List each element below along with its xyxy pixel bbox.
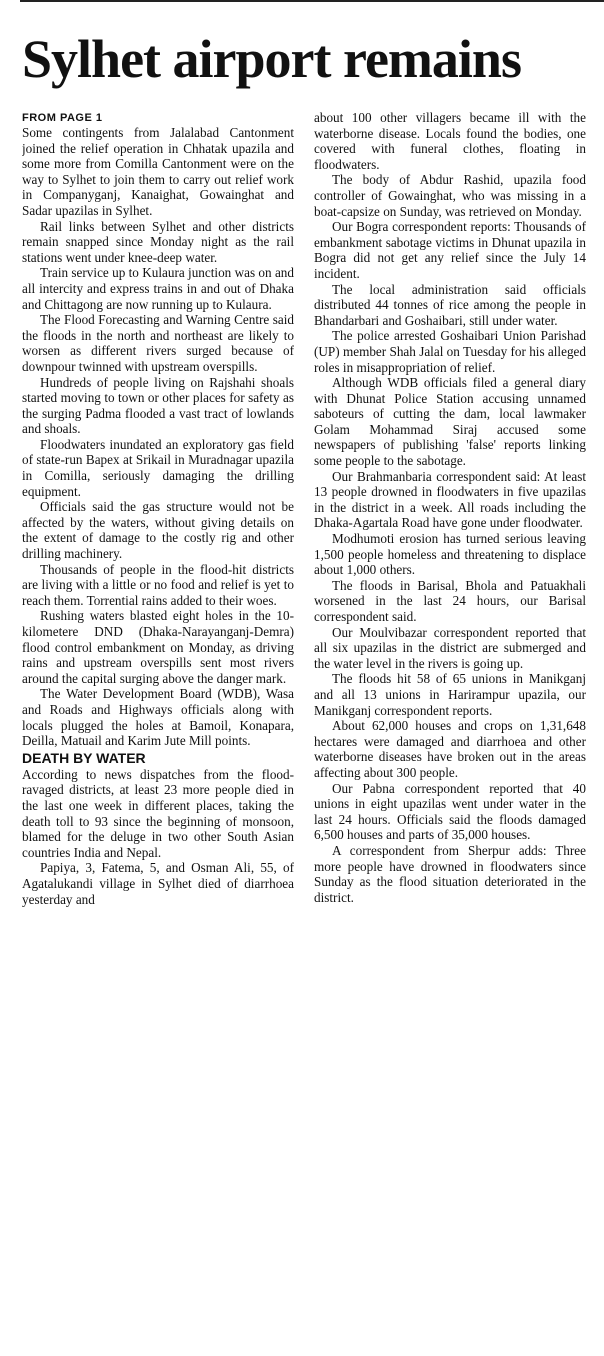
- paragraph: A correspondent from Sherpur adds: Three more people have drowned in floodwaters since Sunday as the flood situation deteriorated in the district.: [314, 842, 586, 905]
- paragraph: The floods in Barisal, Bhola and Patuakhali worsened in the last 24 hours, our Barisal correspondent said.: [314, 577, 586, 624]
- paragraph: Rushing waters blasted eight holes in the 10-kilometere DND (Dhaka-Narayanganj-Demra) flood control embankment on Monday, as driving rains and upstream overspills sent most rivers around the capital surging above the danger mark.: [22, 608, 294, 686]
- paragraph: Modhumoti erosion has turned serious leaving 1,500 people homeless and threatening to displace about 1,000 others.: [314, 531, 586, 578]
- headline: Sylhet airport remains: [22, 29, 521, 89]
- paragraph: The police arrested Goshaibari Union Parishad (UP) member Shah Jalal on Tuesday for his alleged roles in misappropriation of relief.: [314, 328, 586, 375]
- paragraph: The Flood Forecasting and Warning Centre said the floods in the north and northeast are likely to worsen as different rivers surged because of downpour twinned with upstream overspills.: [22, 312, 294, 374]
- paragraph: Thousands of people in the flood-hit districts are living with a little or no food and relief is yet to reach them. Torrential rains added to their woes.: [22, 561, 294, 608]
- paragraph: About 62,000 houses and crops on 1,31,648 hectares were damaged and diarrhoea and other waterborne diseases have broken out in the areas affecting about 300 people.: [314, 718, 586, 780]
- paragraph: Our Bogra correspondent reports: Thousands of embankment sabotage victims in Dhunat upazila in Bogra did not get any relief since the July 14 incident.: [314, 219, 586, 281]
- paragraph: Although WDB officials filed a general diary with Dhunat Police Station accusing unnamed saboteurs of cutting the dam, local lawmaker Golam Mohammad Siraj accused some newspapers of publishing 'false' reports linking some people to the sabotage.: [314, 375, 586, 469]
- paragraph: Our Brahmanbaria correspondent said: At least 13 people drowned in floodwaters in five upazilas in the district in a week. All roads including the Dhaka-Agartala Road have gone under floodwater.: [314, 468, 586, 531]
- paragraph: Our Moulvibazar correspondent reported that all six upazilas in the district are submerged and the water level in the rivers is going up.: [314, 624, 586, 671]
- paragraph: about 100 other villagers became ill with the waterborne disease. Locals found the bodies, one covered with funeral clothes, floating in floodwaters.: [314, 110, 586, 172]
- subhead: DEATH BY WATER: [22, 749, 146, 766]
- top-rule: [20, 0, 604, 2]
- paragraph: According to news dispatches from the flood-ravaged districts, at least 23 more people died in the last one week in different places, taking the death toll to 93 since the beginning of monsoon, blamed for the deluge in two other South Asian countries India and Nepal.: [22, 766, 294, 860]
- right-column: [314, 110, 586, 1354]
- paragraph: Papiya, 3, Fatema, 5, and Osman Ali, 55, of Agatalukandi village in Sylhet died of diarrhoea yesterday and: [22, 860, 294, 907]
- left-column: [22, 110, 294, 1354]
- paragraph: The local administration said officials distributed 44 tonnes of rice among the people in Bhandarbari and Goshaibari, still under water.: [314, 281, 586, 328]
- paragraph: The floods hit 58 of 65 unions in Manikganj and all 13 unions in Harirampur upazila, our Manikganj correspondent reports.: [314, 671, 586, 718]
- paragraph: Some contingents from Jalalabad Cantonment joined the relief operation in Chhatak upazila and some more from Comilla Cantonment were on the way to Sylhet to join them to carry out relief work in Companyganj, Kanaighat, Gowainghat and Sadar upazilas in Sylhet.: [22, 125, 294, 218]
- kicker: FROM PAGE 1: [22, 112, 103, 124]
- paragraph: Officials said the gas structure would not be affected by the waters, without giving details on the extent of damage to the costly rig and other drilling machinery.: [22, 499, 294, 562]
- paragraph: Our Pabna correspondent reported that 40 unions in eight upazilas went under water in the last 24 hours. Officials said the floods damaged 6,500 houses and parts of 35,000 houses.: [314, 780, 586, 843]
- paragraph: Floodwaters inundated an exploratory gas field of state-run Bapex at Srikail in Muradnagar upazila in Comilla, seriously damaging the drilling equipment.: [22, 436, 294, 499]
- paragraph: The body of Abdur Rashid, upazila food controller of Gowainghat, who was missing in a boat-capsize on Sunday, was retrieved on Monday.: [314, 172, 586, 219]
- paragraph: Hundreds of people living on Rajshahi shoals started moving to town or other places for safety as the surging Padma flooded a vast tract of lowlands and shoals.: [22, 374, 294, 437]
- paragraph: Rail links between Sylhet and other districts remain snapped since Monday night as the rail stations went under knee-deep water.: [22, 218, 294, 265]
- paragraph: The Water Development Board (WDB), Wasa and Roads and Highways officials along with locals plugged the holes at Bamoil, Konapara, Deilla, Matuail and Karim Jute Mill points.: [22, 686, 294, 749]
- paragraph: Train service up to Kulaura junction was on and all intercity and express trains in and out of Dhaka and Chittagong are now running up to Kulaura.: [22, 265, 294, 312]
